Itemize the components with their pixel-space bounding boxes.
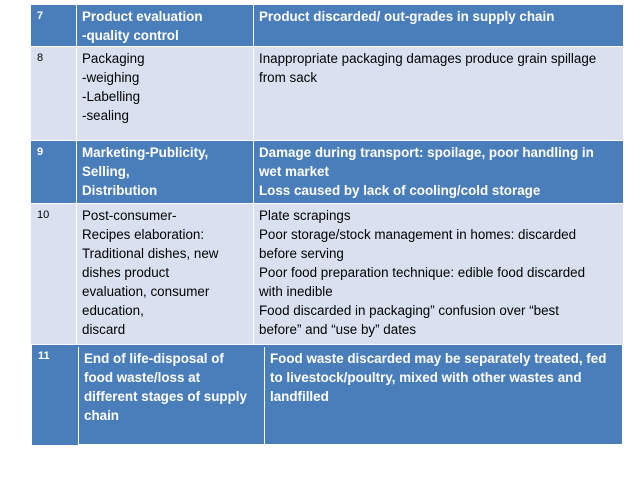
stage-cell: Marketing-Publicity, Selling, Distribution [76, 141, 253, 203]
row-number: 8 [37, 52, 44, 64]
row-number: 9 [37, 146, 44, 158]
row-number: 11 [38, 350, 50, 362]
supply-chain-table [31, 4, 623, 446]
table-row [31, 344, 623, 446]
table-row [31, 4, 623, 46]
loss-cell: Damage during transport: spoilage, poor handling in wet market Loss caused by lack of cooling/cold storage [253, 141, 623, 203]
row-number: 7 [37, 10, 44, 22]
stage-cell: Post-consumer- Recipes elaboration: Traditional dishes, new dishes product evaluation, consumer education, discard [76, 204, 253, 344]
loss-cell: Food waste discarded may be separately treated, fed to livestock/poultry, mixed with other wastes and landfilled [264, 347, 622, 445]
loss-cell: Product discarded/ out-grades in supply chain [253, 5, 623, 46]
table-row [31, 203, 623, 344]
table-row [31, 140, 623, 203]
stage-cell: End of life-disposal of food waste/loss at different stages of supply chain [78, 347, 264, 445]
table-row [31, 46, 623, 140]
loss-cell: Inappropriate packaging damages produce grain spillage from sack [253, 47, 623, 140]
stage-cell: Packaging -weighing -Labelling -sealing [76, 47, 253, 140]
loss-cell: Plate scrapings Poor storage/stock management in homes: discarded before serving Poor food preparation technique: edible food discarded with inedible Food discarded in packaging” confusion over “best before” and “use by” dates [253, 204, 623, 344]
row-number: 10 [37, 209, 50, 221]
stage-cell: Product evaluation -quality control [76, 5, 253, 46]
